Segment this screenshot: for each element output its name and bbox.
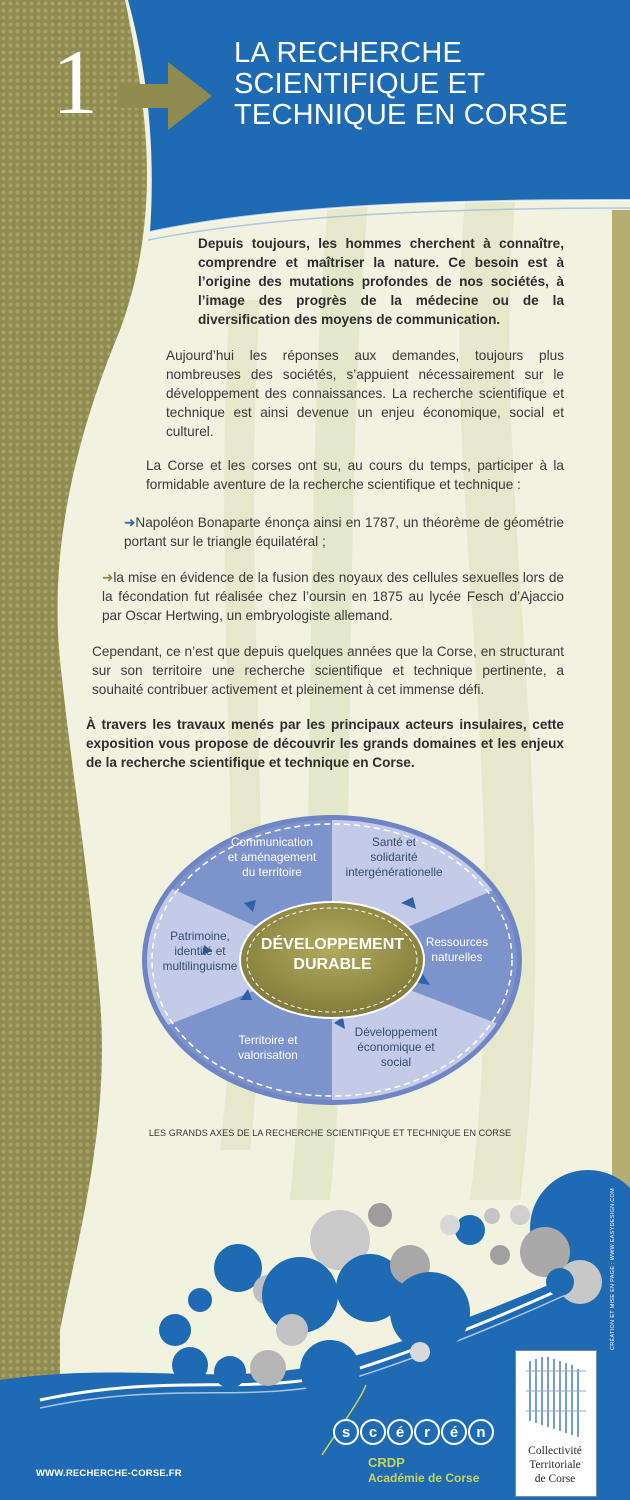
label-line: du territoire xyxy=(242,865,302,879)
website-link[interactable]: WWW.RECHERCHE-CORSE.FR xyxy=(36,1468,182,1479)
label-line: multilinguisme xyxy=(162,959,238,973)
label-line: Développement xyxy=(354,1025,438,1039)
arrow-bullet-icon: ➜ xyxy=(124,515,136,530)
ctc-line: de Corse xyxy=(534,1473,576,1485)
paragraph-responses: Aujourd’hui les réponses aux demandes, toujours plus nombreuses des sociétés, s’appuient nécessairement sur le développement des connaissances. La recherche scientifique et technique est ainsi devenue un enjeu économique, social et culturel. xyxy=(166,348,564,439)
label-territoire xyxy=(208,1033,328,1063)
label-line: identité et xyxy=(174,944,226,958)
label-sante xyxy=(334,835,454,880)
sceren-letter: é xyxy=(449,1424,459,1441)
bullet-text: la mise en évidence de la fusion des noyaux des cellules sexuelles lors de la fécondation fut réalisée chez l’oursin en 1875 au lycée Fesch d’Ajaccio par Oscar Hertwing, un embryologiste allemand. xyxy=(102,570,564,623)
label-line: et aménagement xyxy=(227,850,317,864)
page-title xyxy=(234,38,614,131)
paragraph-cependant: Cependant, ce n’est que depuis quelques années que la Corse, en structurant sur son territoire une recherche scientifique et technique pertinente, a souhaité contribuer activement et pleinement à cet immense défi. xyxy=(92,644,564,697)
label-economique xyxy=(336,1025,456,1070)
label-line: valorisation xyxy=(238,1048,298,1062)
label-patrimoine xyxy=(150,929,250,974)
label-line: solidarité xyxy=(370,850,418,864)
center-line: DÉVELOPPEMENT xyxy=(260,936,405,953)
title-line: SCIENTIFIQUE ET xyxy=(234,68,486,100)
title-line: TECHNIQUE EN CORSE xyxy=(234,99,568,131)
label-communication xyxy=(212,835,332,880)
ctc-line: Collectivité xyxy=(528,1445,582,1457)
label-line: Communication xyxy=(231,835,313,849)
ctc-text xyxy=(515,1444,595,1486)
ctc-line: Territoriale xyxy=(529,1459,581,1471)
label-line: intergénérationelle xyxy=(345,865,443,879)
sceren-letter: é xyxy=(395,1424,405,1441)
title-line: LA RECHERCHE xyxy=(234,37,463,69)
right-olive-stripe xyxy=(612,210,630,1250)
bullet-text: Napoléon Bonaparte énonça ainsi en 1787, un théorème de géométrie portant sur le triangle équilatéral ; xyxy=(124,515,564,549)
section-number: 1 xyxy=(52,31,98,133)
axes-diagram xyxy=(140,815,525,1105)
label-line: économique et xyxy=(357,1040,435,1054)
sceren-letter: r xyxy=(424,1424,430,1441)
arrow-bullet-icon: ➜ xyxy=(102,570,114,585)
academie-label: Académie de Corse xyxy=(368,1471,480,1485)
label-line: Ressources xyxy=(425,935,489,949)
sceren-letter: c xyxy=(368,1424,378,1441)
crdp-label: CRDP xyxy=(368,1455,405,1470)
label-line: Santé et xyxy=(372,835,416,849)
label-ressources xyxy=(402,935,512,965)
sceren-letter: n xyxy=(476,1424,486,1441)
bullet-napoleon xyxy=(124,513,564,551)
center-label xyxy=(240,935,425,975)
label-line: social xyxy=(380,1055,412,1069)
paragraph-corse: La Corse et les corses ont su, au cours du temps, participer à la formidable aventure de la recherche scientifique et technique : xyxy=(146,458,564,492)
paragraph-exposition: À travers les travaux menés par les principaux acteurs insulaires, cette exposition vous propose de découvrir les grands domaines et les enjeux de la recherche scientifique et technique en Corse. xyxy=(86,717,564,770)
intro-paragraph: Depuis toujours, les hommes cherchent à connaître, comprendre et maîtriser la nature. Ce besoin est à l’origine des mutations profondes de nos sociétés, à l’image des progrès de la médecine ou de la diversification des moyens de communication. xyxy=(198,236,564,327)
center-line: DURABLE xyxy=(293,956,372,973)
sceren-letter: s xyxy=(341,1424,351,1441)
bullet-hertwing xyxy=(102,568,564,625)
ctc-logo-icon xyxy=(516,1351,596,1446)
label-line: naturelles xyxy=(431,950,483,964)
design-credit: CRÉATION ET MISE EN PAGE : WWW.EASYDESIGN.COM xyxy=(610,1187,616,1350)
label-line: Territoire et xyxy=(238,1033,298,1047)
label-line: Patrimoine, xyxy=(170,929,230,943)
diagram-caption: LES GRANDS AXES DE LA RECHERCHE SCIENTIFIQUE ET TECHNIQUE EN CORSE xyxy=(148,1128,512,1138)
